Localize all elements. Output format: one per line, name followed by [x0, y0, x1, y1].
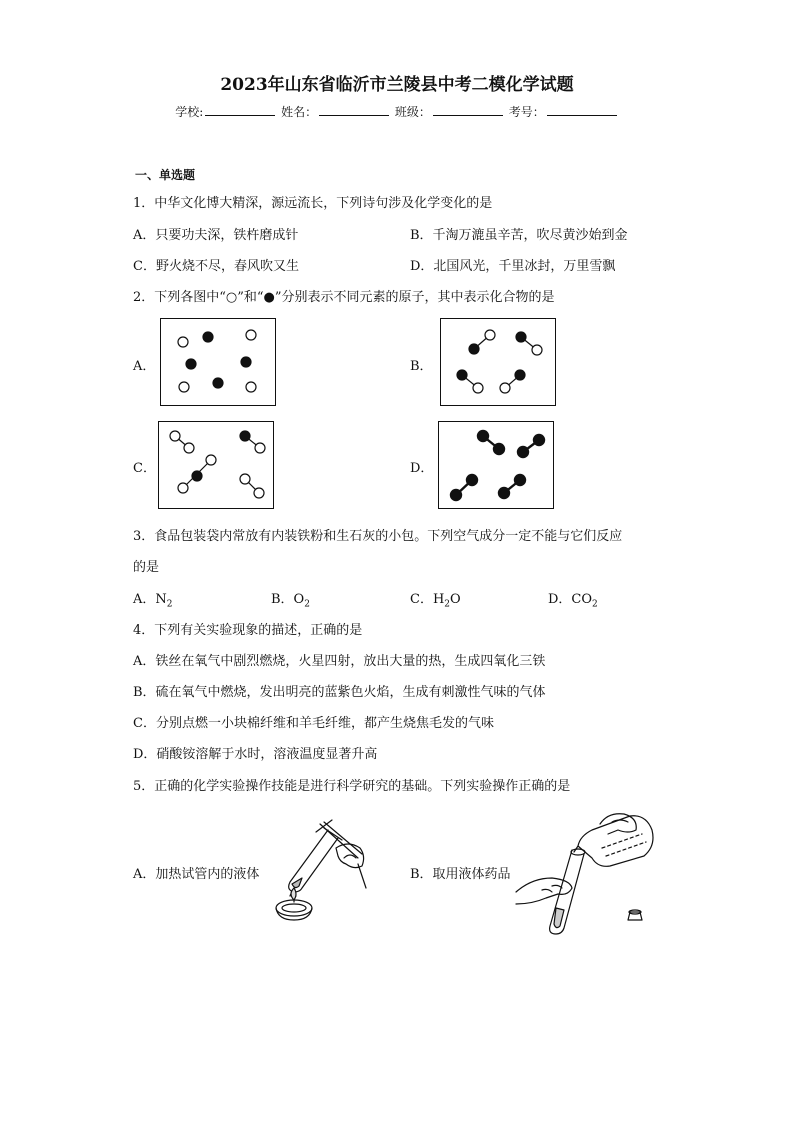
- q3-c-sub: 2: [444, 599, 451, 610]
- school-blank: [205, 103, 275, 116]
- q3-a-sub: 2: [166, 599, 173, 610]
- q1-option-b: B．千淘万漉虽辛苦，吹尽黄沙始到金: [410, 228, 628, 243]
- name-label: 姓名：: [281, 105, 318, 119]
- molecule-diagram-a: [161, 319, 277, 407]
- q3-c-post: O: [450, 592, 461, 607]
- molecule-diagram-b: [441, 319, 557, 407]
- q3-stem-line1: 3．食品包装袋内常放有内装铁粉和生石灰的小包。下列空气成分一定不能与它们反应: [133, 529, 623, 544]
- q2-diagram-c: [158, 421, 274, 509]
- q3-option-a: [133, 588, 173, 610]
- q2-option-a: A．: [133, 359, 156, 374]
- molecule-diagram-c: [159, 422, 275, 510]
- school-label: 学校:: [175, 105, 204, 119]
- q2-diagram-b: [440, 318, 556, 406]
- q2-option-c: C．: [133, 461, 156, 476]
- q1-option-d: D．北国风光，千里冰封，万里雪飘: [410, 259, 616, 274]
- q4-option-c: C．分别点燃一小块棉纤维和羊毛纤维，都产生烧焦毛发的气味: [133, 716, 494, 731]
- page-title: 2023年山东省临沂市兰陵县中考二模化学试题: [220, 75, 574, 95]
- heating-test-tube-illustration: [266, 818, 370, 922]
- q3-c-text: C．H: [410, 592, 445, 607]
- q2-diagram-d: [438, 421, 554, 509]
- q3-option-d: [548, 588, 598, 610]
- q5-option-a: A．加热试管内的液体: [133, 867, 260, 882]
- q1-option-a: A．只要功夫深，铁杵磨成针: [133, 228, 299, 243]
- q4-stem: 4．下列有关实验现象的描述，正确的是: [133, 623, 363, 638]
- q2-option-d: D．: [410, 461, 434, 476]
- class-blank: [433, 103, 503, 116]
- student-info-line: [0, 103, 794, 120]
- q3-stem-line2: 的是: [133, 560, 160, 575]
- class-label: 班级：: [394, 105, 431, 119]
- q3-d-text: D．CO: [548, 592, 593, 607]
- q5-option-b: B．取用液体药品: [410, 867, 511, 882]
- q1-stem: 1．中华文化博大精深，源远流长，下列诗句涉及化学变化的是: [133, 196, 493, 211]
- q3-option-b: [271, 588, 310, 610]
- section-heading: 一、单选题: [135, 168, 196, 182]
- q3-d-sub: 2: [592, 599, 598, 610]
- q3-b-text: B．O: [271, 592, 305, 607]
- q4-option-d: D．硝酸铵溶解于水时，溶液温度显著升高: [133, 747, 378, 762]
- number-label: 考号：: [508, 105, 545, 119]
- q2-option-b: B．: [410, 359, 433, 374]
- q1-option-c: C．野火烧不尽，春风吹又生: [133, 259, 299, 274]
- q4-option-b: B．硫在氧气中燃烧，发出明亮的蓝紫色火焰，生成有刺激性气味的气体: [133, 685, 546, 700]
- q3-a-text: A．N: [133, 592, 167, 607]
- pouring-liquid-illustration: [512, 808, 662, 938]
- q2-diagram-a: [160, 318, 276, 406]
- name-blank: [319, 103, 389, 116]
- q3-b-sub: 2: [304, 599, 310, 610]
- q3-option-c: [410, 588, 461, 610]
- q5-stem: 5．正确的化学实验操作技能是进行科学研究的基础。下列实验操作正确的是: [133, 779, 571, 794]
- q4-option-a: A．铁丝在氧气中剧烈燃烧，火星四射，放出大量的热，生成四氧化三铁: [133, 654, 546, 669]
- molecule-diagram-d: [439, 422, 555, 510]
- q2-stem: 2．下列各图中“○”和“●”分别表示不同元素的原子，其中表示化合物的是: [133, 290, 555, 305]
- number-blank: [547, 103, 617, 116]
